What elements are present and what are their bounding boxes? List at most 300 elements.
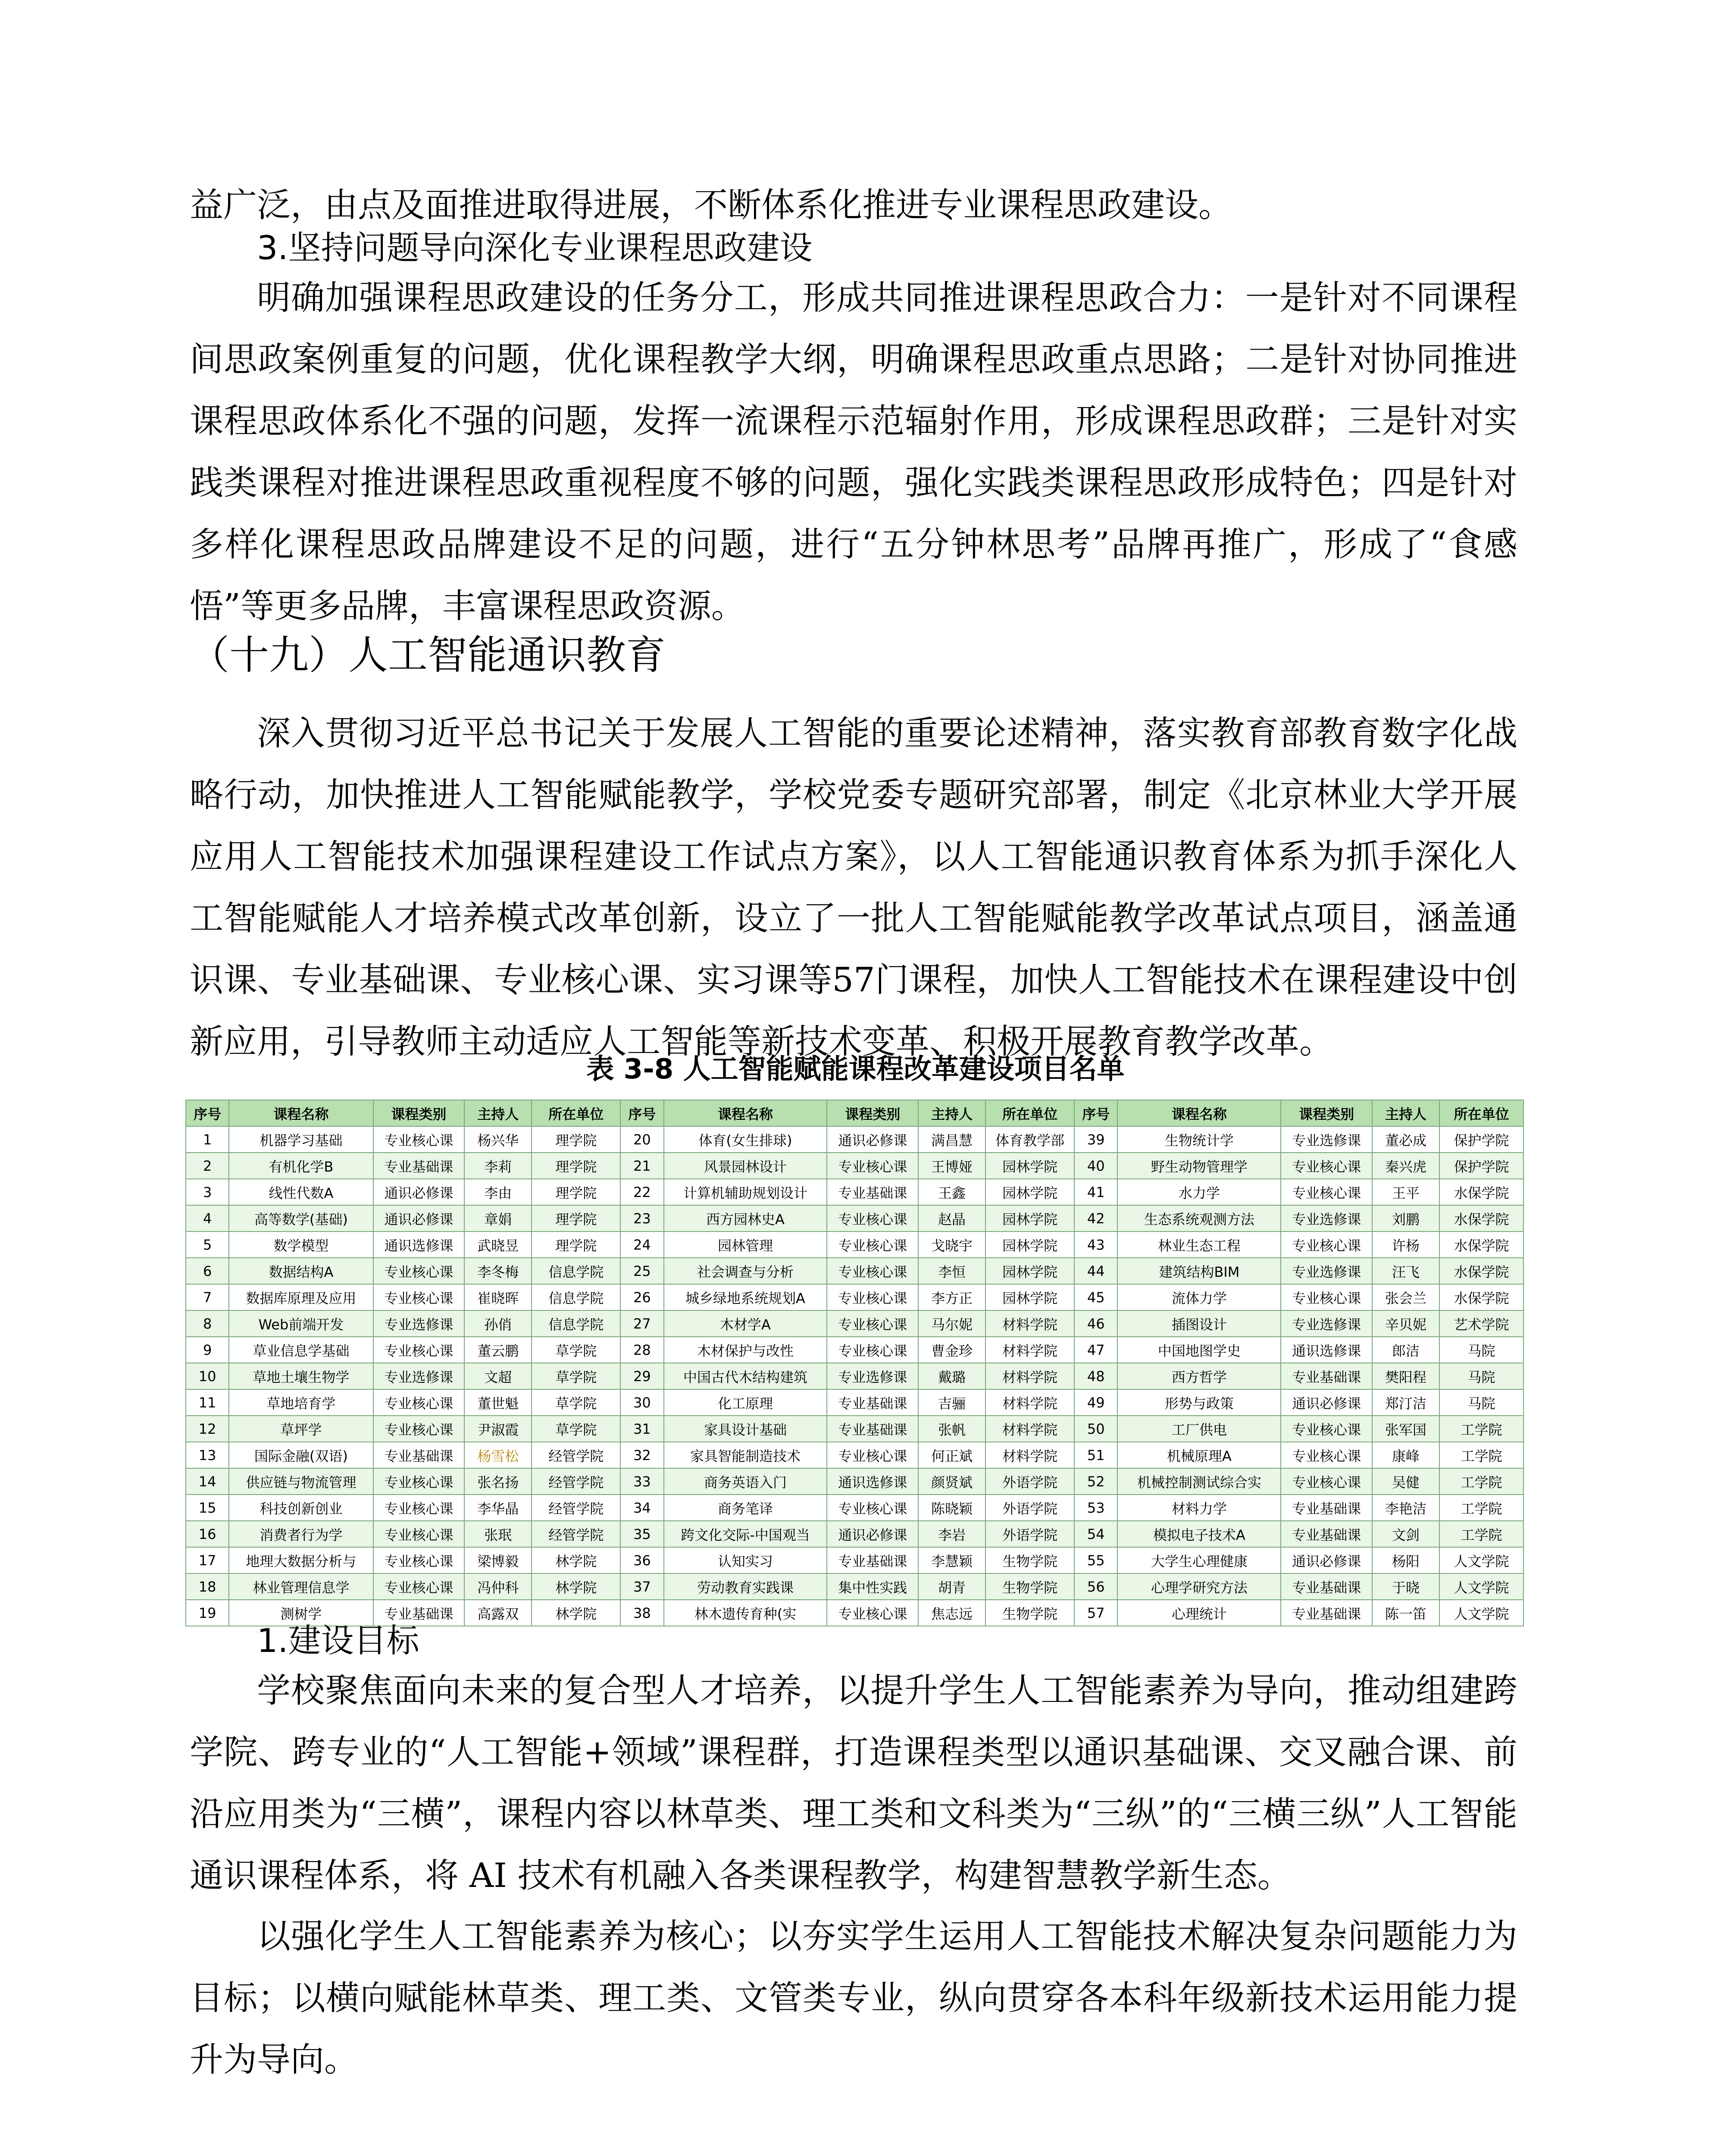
table-cell: 社会调查与分析 [664, 1258, 827, 1284]
table-cell: 专业核心课 [373, 1126, 465, 1153]
column-header: 所在单位 [985, 1100, 1074, 1126]
table-cell: 工学院 [1439, 1495, 1523, 1521]
table-cell: 专业核心课 [827, 1310, 918, 1337]
table-cell: 4 [186, 1205, 229, 1232]
table-cell: 张军国 [1372, 1416, 1439, 1442]
table-cell: 45 [1074, 1284, 1117, 1310]
table-cell: 专业基础课 [1281, 1363, 1372, 1389]
table-cell: 15 [186, 1495, 229, 1521]
table-cell: 马院 [1439, 1363, 1523, 1389]
table-cell: 机械控制测试综合实 [1117, 1468, 1281, 1495]
table-cell: 9 [186, 1337, 229, 1363]
table-cell: 5 [186, 1232, 229, 1258]
table-cell: 木材学A [664, 1310, 827, 1337]
table-cell: 信息学院 [532, 1310, 620, 1337]
column-header: 所在单位 [532, 1100, 620, 1126]
table-cell: 王平 [1372, 1179, 1439, 1205]
table-header [186, 1100, 1523, 1126]
table-cell: 科技创新创业 [229, 1495, 373, 1521]
table-row [186, 1547, 1523, 1573]
table-cell: 专业核心课 [1281, 1232, 1372, 1258]
table-row [186, 1126, 1523, 1153]
table-cell: 刘鹏 [1372, 1205, 1439, 1232]
table-cell: 44 [1074, 1258, 1117, 1284]
table-cell: 专业核心课 [827, 1284, 918, 1310]
table-row [186, 1468, 1523, 1495]
table-cell: 33 [620, 1468, 663, 1495]
table-cell: 郑汀洁 [1372, 1389, 1439, 1416]
table-cell: 草业信息学基础 [229, 1337, 373, 1363]
table-cell: 颜贤斌 [918, 1468, 985, 1495]
table-cell: 14 [186, 1468, 229, 1495]
table-cell: 材料学院 [985, 1337, 1074, 1363]
table-cell: 武晓昱 [464, 1232, 532, 1258]
table-cell: 张会兰 [1372, 1284, 1439, 1310]
table-cell: 工厂供电 [1117, 1416, 1281, 1442]
table-row [186, 1495, 1523, 1521]
table-cell: 31 [620, 1416, 663, 1442]
table-cell: 18 [186, 1573, 229, 1600]
table-cell: 文超 [464, 1363, 532, 1389]
table-cell: 32 [620, 1442, 663, 1468]
table-row [186, 1337, 1523, 1363]
table-cell: Web前端开发 [229, 1310, 373, 1337]
table-cell: 专业核心课 [373, 1495, 465, 1521]
table-cell: 林业管理信息学 [229, 1573, 373, 1600]
table-cell: 张珉 [464, 1521, 532, 1547]
table-cell: 外语学院 [985, 1468, 1074, 1495]
table-cell: 40 [1074, 1153, 1117, 1179]
column-header: 序号 [1074, 1100, 1117, 1126]
table-cell: 水保学院 [1439, 1179, 1523, 1205]
table-cell: 48 [1074, 1363, 1117, 1389]
table-cell: 大学生心理健康 [1117, 1547, 1281, 1573]
table-cell: 家具智能制造技术 [664, 1442, 827, 1468]
table-cell: 36 [620, 1547, 663, 1573]
table-cell: 17 [186, 1547, 229, 1573]
table-cell: 人文学院 [1439, 1600, 1523, 1626]
table-cell: 商务英语入门 [664, 1468, 827, 1495]
table-row [186, 1363, 1523, 1389]
table-cell: 12 [186, 1416, 229, 1442]
table-cell: 专业基础课 [827, 1389, 918, 1416]
table-cell: 戈晓宇 [918, 1232, 985, 1258]
table-cell: 陈一笛 [1372, 1600, 1439, 1626]
table-cell: 胡青 [918, 1573, 985, 1600]
table-cell: 专业核心课 [373, 1468, 465, 1495]
table-cell: 戴璐 [918, 1363, 985, 1389]
table-cell: 园林学院 [985, 1205, 1074, 1232]
table-row [186, 1389, 1523, 1416]
table-cell: 34 [620, 1495, 663, 1521]
table-cell: 林学院 [532, 1600, 620, 1626]
table-row [186, 1258, 1523, 1284]
table-cell: 水力学 [1117, 1179, 1281, 1205]
table-cell: 董必成 [1372, 1126, 1439, 1153]
table-cell: 测树学 [229, 1600, 373, 1626]
table-cell: 通识必修课 [827, 1126, 918, 1153]
table-row [186, 1179, 1523, 1205]
table-cell: 52 [1074, 1468, 1117, 1495]
table-cell: 地理大数据分析与 [229, 1547, 373, 1573]
table-cell: 焦志远 [918, 1600, 985, 1626]
table-cell: 林木遗传育种(实 [664, 1600, 827, 1626]
table-cell: 草学院 [532, 1416, 620, 1442]
table-cell: 生态系统观测方法 [1117, 1205, 1281, 1232]
table-cell: 11 [186, 1389, 229, 1416]
table-cell: 19 [186, 1600, 229, 1626]
table-cell: 园林管理 [664, 1232, 827, 1258]
table-cell: 许杨 [1372, 1232, 1439, 1258]
table-cell: 外语学院 [985, 1495, 1074, 1521]
column-header: 主持人 [918, 1100, 985, 1126]
table-cell: 7 [186, 1284, 229, 1310]
table-row [186, 1416, 1523, 1442]
table-cell: 工学院 [1439, 1416, 1523, 1442]
table-cell: 54 [1074, 1521, 1117, 1547]
table-cell: 林学院 [532, 1547, 620, 1573]
table-cell: 专业核心课 [1281, 1442, 1372, 1468]
table-cell: 消费者行为学 [229, 1521, 373, 1547]
table-cell: 草地土壤生物学 [229, 1363, 373, 1389]
table-cell: 体育(女生排球) [664, 1126, 827, 1153]
table-cell: 园林学院 [985, 1284, 1074, 1310]
table-cell: 信息学院 [532, 1258, 620, 1284]
table-cell: 李恒 [918, 1258, 985, 1284]
table-cell: 10 [186, 1363, 229, 1389]
table-cell: 何正斌 [918, 1442, 985, 1468]
table-cell: 郎洁 [1372, 1337, 1439, 1363]
table-cell: 6 [186, 1258, 229, 1284]
table-cell: 秦兴虎 [1372, 1153, 1439, 1179]
table-cell: 高等数学(基础) [229, 1205, 373, 1232]
table-cell: 23 [620, 1205, 663, 1232]
table-cell: 专业核心课 [373, 1284, 465, 1310]
table-cell: 形势与政策 [1117, 1389, 1281, 1416]
table-cell: 张帆 [918, 1416, 985, 1442]
table-cell: 化工原理 [664, 1389, 827, 1416]
table-cell: 线性代数A [229, 1179, 373, 1205]
table-cell: 专业核心课 [827, 1205, 918, 1232]
table-header-row [186, 1100, 1523, 1126]
table-cell: 24 [620, 1232, 663, 1258]
paragraph-ai-education: 深入贯彻习近平总书记关于发展人工智能的重要论述精神，落实教育部教育数字化战略行动，加快推进人工智能赋能教学，学校党委专题研究部署，制定《北京林业大学开展应用人工智能技术加强课程建设工作试点方案》，以人工智能通识教育体系为抓手深化人工智能赋能人才培养模式改革创新，设立了一批人工智能赋能教学改革试点项目，涵盖通识课、专业基础课、专业核心课、实习课等57门课程，加快人工智能技术在课程建设中创新应用，引导教师主动适应人工智能等新技术变革、积极开展教育教学改革。 [190, 714, 1517, 1061]
table-cell: 数学模型 [229, 1232, 373, 1258]
table-cell: 机械原理A [1117, 1442, 1281, 1468]
table-cell: 尹淑霞 [464, 1416, 532, 1442]
table-cell: 经管学院 [532, 1468, 620, 1495]
table-cell: 通识必修课 [827, 1521, 918, 1547]
section-heading-19: （十九）人工智能通识教育 [190, 632, 666, 678]
table-row [186, 1442, 1523, 1468]
table-cell: 认知实习 [664, 1547, 827, 1573]
table-cell: 城乡绿地系统规划A [664, 1284, 827, 1310]
table-cell: 崔晓晖 [464, 1284, 532, 1310]
table-cell: 专业核心课 [827, 1600, 918, 1626]
table-cell: 机器学习基础 [229, 1126, 373, 1153]
subheading-1: 1.建设目标 [257, 1621, 419, 1660]
table-cell: 生物学院 [985, 1600, 1074, 1626]
table-cell: 39 [1074, 1126, 1117, 1153]
table-cell: 专业选修课 [373, 1310, 465, 1337]
table-cell: 吉骊 [918, 1389, 985, 1416]
column-header: 课程名称 [229, 1100, 373, 1126]
table-cell: 保护学院 [1439, 1126, 1523, 1153]
table-cell: 通识必修课 [373, 1179, 465, 1205]
table-cell: 3 [186, 1179, 229, 1205]
table-cell: 专业基础课 [1281, 1600, 1372, 1626]
table-cell: 水保学院 [1439, 1258, 1523, 1284]
table-cell: 外语学院 [985, 1521, 1074, 1547]
table-cell: 22 [620, 1179, 663, 1205]
table-cell: 通识必修课 [1281, 1547, 1372, 1573]
table-cell: 专业选修课 [1281, 1126, 1372, 1153]
table-cell: 41 [1074, 1179, 1117, 1205]
table-cell: 数据结构A [229, 1258, 373, 1284]
table-cell: 于晓 [1372, 1573, 1439, 1600]
table-body [186, 1126, 1523, 1626]
table-cell: 材料学院 [985, 1389, 1074, 1416]
table-cell: 43 [1074, 1232, 1117, 1258]
table-cell: 林学院 [532, 1573, 620, 1600]
table-cell: 水保学院 [1439, 1232, 1523, 1258]
table-cell: 心理学研究方法 [1117, 1573, 1281, 1600]
table-cell: 杨阳 [1372, 1547, 1439, 1573]
table-cell: 专业选修课 [1281, 1258, 1372, 1284]
table-cell: 1 [186, 1126, 229, 1153]
table-cell: 通识必修课 [1281, 1389, 1372, 1416]
table-cell: 草坪学 [229, 1416, 373, 1442]
table-cell: 专业核心课 [1281, 1153, 1372, 1179]
table-cell: 文剑 [1372, 1521, 1439, 1547]
table-cell: 材料学院 [985, 1310, 1074, 1337]
table-cell: 梁博毅 [464, 1547, 532, 1573]
table-cell: 中国古代木结构建筑 [664, 1363, 827, 1389]
table-cell: 30 [620, 1389, 663, 1416]
column-header: 主持人 [1372, 1100, 1439, 1126]
table-cell: 50 [1074, 1416, 1117, 1442]
column-header: 课程类别 [1281, 1100, 1372, 1126]
table-cell: 汪飞 [1372, 1258, 1439, 1284]
table-cell: 陈晓颖 [918, 1495, 985, 1521]
table-cell: 建筑结构BIM [1117, 1258, 1281, 1284]
table-cell: 材料学院 [985, 1416, 1074, 1442]
paragraph-construction-goal: 学校聚焦面向未来的复合型人才培养，以提升学生人工智能素养为导向，推动组建跨学院、跨专业的“人工智能+领域”课程群，打造课程类型以通识基础课、交叉融合课、前沿应用类为“三横”，课程内容以林草类、理工类和文科类为“三纵”的“三横三纵”人工智能通识课程体系，将 AI 技术有机融入各类课程教学，构建智慧教学新生态。 [190, 1671, 1517, 1895]
table-cell: 曹金珍 [918, 1337, 985, 1363]
table-cell: 38 [620, 1600, 663, 1626]
table-cell: 专业核心课 [1281, 1284, 1372, 1310]
table-cell: 李岩 [918, 1521, 985, 1547]
table-cell: 材料力学 [1117, 1495, 1281, 1521]
table-cell: 园林学院 [985, 1153, 1074, 1179]
table-cell: 商务笔译 [664, 1495, 827, 1521]
table-caption: 表 3-8 人工智能赋能课程改革建设项目名单 [586, 1053, 1125, 1085]
table-cell: 专业核心课 [1281, 1416, 1372, 1442]
table-cell: 人文学院 [1439, 1547, 1523, 1573]
course-table [185, 1100, 1524, 1626]
table-cell: 专业基础课 [1281, 1573, 1372, 1600]
table-cell: 李冬梅 [464, 1258, 532, 1284]
table-cell: 草学院 [532, 1363, 620, 1389]
table-cell: 16 [186, 1521, 229, 1547]
table-cell: 工学院 [1439, 1442, 1523, 1468]
table-cell: 53 [1074, 1495, 1117, 1521]
table-cell: 专业基础课 [1281, 1521, 1372, 1547]
table-cell: 董世魁 [464, 1389, 532, 1416]
column-header: 主持人 [464, 1100, 532, 1126]
table-cell: 马院 [1439, 1389, 1523, 1416]
table-cell: 吴健 [1372, 1468, 1439, 1495]
table-cell: 专业选修课 [373, 1363, 465, 1389]
table-cell: 李方正 [918, 1284, 985, 1310]
table-cell: 杨兴华 [464, 1126, 532, 1153]
table-cell: 专业核心课 [373, 1521, 465, 1547]
table-cell: 水保学院 [1439, 1284, 1523, 1310]
table-cell: 保护学院 [1439, 1153, 1523, 1179]
table-cell: 专业基础课 [1281, 1495, 1372, 1521]
table-cell: 草学院 [532, 1337, 620, 1363]
table-cell: 有机化学B [229, 1153, 373, 1179]
table-cell: 辛贝妮 [1372, 1310, 1439, 1337]
table-cell: 37 [620, 1573, 663, 1600]
table-cell: 王鑫 [918, 1179, 985, 1205]
table-cell: 水保学院 [1439, 1205, 1523, 1232]
table-cell: 工学院 [1439, 1521, 1523, 1547]
table-cell: 专业选修课 [827, 1363, 918, 1389]
table-cell: 杨雪松 [464, 1442, 532, 1468]
course-table-container [185, 1100, 1524, 1622]
table-cell: 工学院 [1439, 1468, 1523, 1495]
table-cell: 专业核心课 [373, 1547, 465, 1573]
table-cell: 生物统计学 [1117, 1126, 1281, 1153]
table-cell: 专业核心课 [1281, 1179, 1372, 1205]
table-cell: 林业生态工程 [1117, 1232, 1281, 1258]
table-cell: 21 [620, 1153, 663, 1179]
table-cell: 专业核心课 [373, 1416, 465, 1442]
table-cell: 张名扬 [464, 1468, 532, 1495]
table-cell: 草学院 [532, 1389, 620, 1416]
table-cell: 集中性实践 [827, 1573, 918, 1600]
table-cell: 13 [186, 1442, 229, 1468]
table-cell: 专业核心课 [827, 1258, 918, 1284]
table-cell: 通识选修课 [1281, 1337, 1372, 1363]
column-header: 课程类别 [827, 1100, 918, 1126]
table-cell: 赵晶 [918, 1205, 985, 1232]
table-cell: 园林学院 [985, 1258, 1074, 1284]
table-row [186, 1205, 1523, 1232]
table-cell: 专业基础课 [827, 1416, 918, 1442]
table-cell: 生物学院 [985, 1573, 1074, 1600]
table-cell: 25 [620, 1258, 663, 1284]
table-row [186, 1521, 1523, 1547]
paragraph-core-target: 以强化学生人工智能素养为核心；以夯实学生运用人工智能技术解决复杂问题能力为目标；以横向赋能林草类、理工类、文管类专业，纵向贯穿各本科年级新技术运用能力提升为导向。 [190, 1917, 1517, 2079]
table-cell: 流体力学 [1117, 1284, 1281, 1310]
table-cell: 高露双 [464, 1600, 532, 1626]
table-cell: 专业核心课 [827, 1495, 918, 1521]
table-cell: 57 [1074, 1600, 1117, 1626]
table-cell: 56 [1074, 1573, 1117, 1600]
table-cell: 理学院 [532, 1126, 620, 1153]
table-cell: 经管学院 [532, 1521, 620, 1547]
table-cell: 51 [1074, 1442, 1117, 1468]
table-cell: 李华晶 [464, 1495, 532, 1521]
table-cell: 李艳洁 [1372, 1495, 1439, 1521]
table-cell: 生物学院 [985, 1547, 1074, 1573]
table-cell: 野生动物管理学 [1117, 1153, 1281, 1179]
table-cell: 国际金融(双语) [229, 1442, 373, 1468]
table-cell: 专业核心课 [1281, 1468, 1372, 1495]
table-cell: 体育教学部 [985, 1126, 1074, 1153]
table-cell: 47 [1074, 1337, 1117, 1363]
table-cell: 29 [620, 1363, 663, 1389]
table-cell: 信息学院 [532, 1284, 620, 1310]
table-cell: 专业基础课 [373, 1153, 465, 1179]
table-cell: 跨文化交际-中国观当 [664, 1521, 827, 1547]
column-header: 序号 [620, 1100, 663, 1126]
table-cell: 材料学院 [985, 1442, 1074, 1468]
subheading-3: 3.坚持问题导向深化专业课程思政建设 [257, 229, 813, 267]
table-cell: 20 [620, 1126, 663, 1153]
table-cell: 理学院 [532, 1205, 620, 1232]
table-cell: 专业核心课 [827, 1442, 918, 1468]
table-cell: 专业选修课 [1281, 1310, 1372, 1337]
table-cell: 章娟 [464, 1205, 532, 1232]
table-cell: 孙俏 [464, 1310, 532, 1337]
table-cell: 劳动教育实践课 [664, 1573, 827, 1600]
table-cell: 专业核心课 [827, 1232, 918, 1258]
table-cell: 心理统计 [1117, 1600, 1281, 1626]
table-cell: 专业基础课 [373, 1442, 465, 1468]
table-cell: 通识必修课 [373, 1205, 465, 1232]
table-cell: 通识选修课 [827, 1468, 918, 1495]
table-row [186, 1153, 1523, 1179]
table-cell: 模拟电子技术A [1117, 1521, 1281, 1547]
column-header: 所在单位 [1439, 1100, 1523, 1126]
column-header: 课程类别 [373, 1100, 465, 1126]
table-cell: 艺术学院 [1439, 1310, 1523, 1337]
table-cell: 家具设计基础 [664, 1416, 827, 1442]
table-row [186, 1284, 1523, 1310]
table-cell: 园林学院 [985, 1179, 1074, 1205]
table-cell: 49 [1074, 1389, 1117, 1416]
table-cell: 冯仲科 [464, 1573, 532, 1600]
table-cell: 李由 [464, 1179, 532, 1205]
table-cell: 木材保护与改性 [664, 1337, 827, 1363]
table-cell: 数据库原理及应用 [229, 1284, 373, 1310]
table-cell: 理学院 [532, 1153, 620, 1179]
table-cell: 26 [620, 1284, 663, 1310]
table-cell: 27 [620, 1310, 663, 1337]
table-cell: 供应链与物流管理 [229, 1468, 373, 1495]
table-cell: 通识选修课 [373, 1232, 465, 1258]
column-header: 课程名称 [1117, 1100, 1281, 1126]
table-cell: 李莉 [464, 1153, 532, 1179]
table-cell: 材料学院 [985, 1363, 1074, 1389]
table-cell: 专业基础课 [827, 1547, 918, 1573]
table-cell: 8 [186, 1310, 229, 1337]
table-cell: 专业核心课 [373, 1337, 465, 1363]
table-cell: 专业基础课 [827, 1179, 918, 1205]
table-cell: 专业核心课 [827, 1337, 918, 1363]
table-cell: 35 [620, 1521, 663, 1547]
table-cell: 理学院 [532, 1232, 620, 1258]
table-cell: 园林学院 [985, 1232, 1074, 1258]
table-row [186, 1573, 1523, 1600]
table-cell: 46 [1074, 1310, 1117, 1337]
paragraph-task-division: 明确加强课程思政建设的任务分工，形成共同推进课程思政合力：一是针对不同课程间思政案例重复的问题，优化课程教学大纲，明确课程思政重点思路；二是针对协同推进课程思政体系化不强的问题，发挥一流课程示范辐射作用，形成课程思政群；三是针对实践类课程对推进课程思政重视程度不够的问题，强化实践类课程思政形成特色；四是针对多样化课程思政品牌建设不足的问题，进行“五分钟林思考”品牌再推广，形成了“食感悟”等更多品牌，丰富课程思政资源。 [190, 279, 1517, 626]
table-row [186, 1232, 1523, 1258]
table-cell: 康峰 [1372, 1442, 1439, 1468]
